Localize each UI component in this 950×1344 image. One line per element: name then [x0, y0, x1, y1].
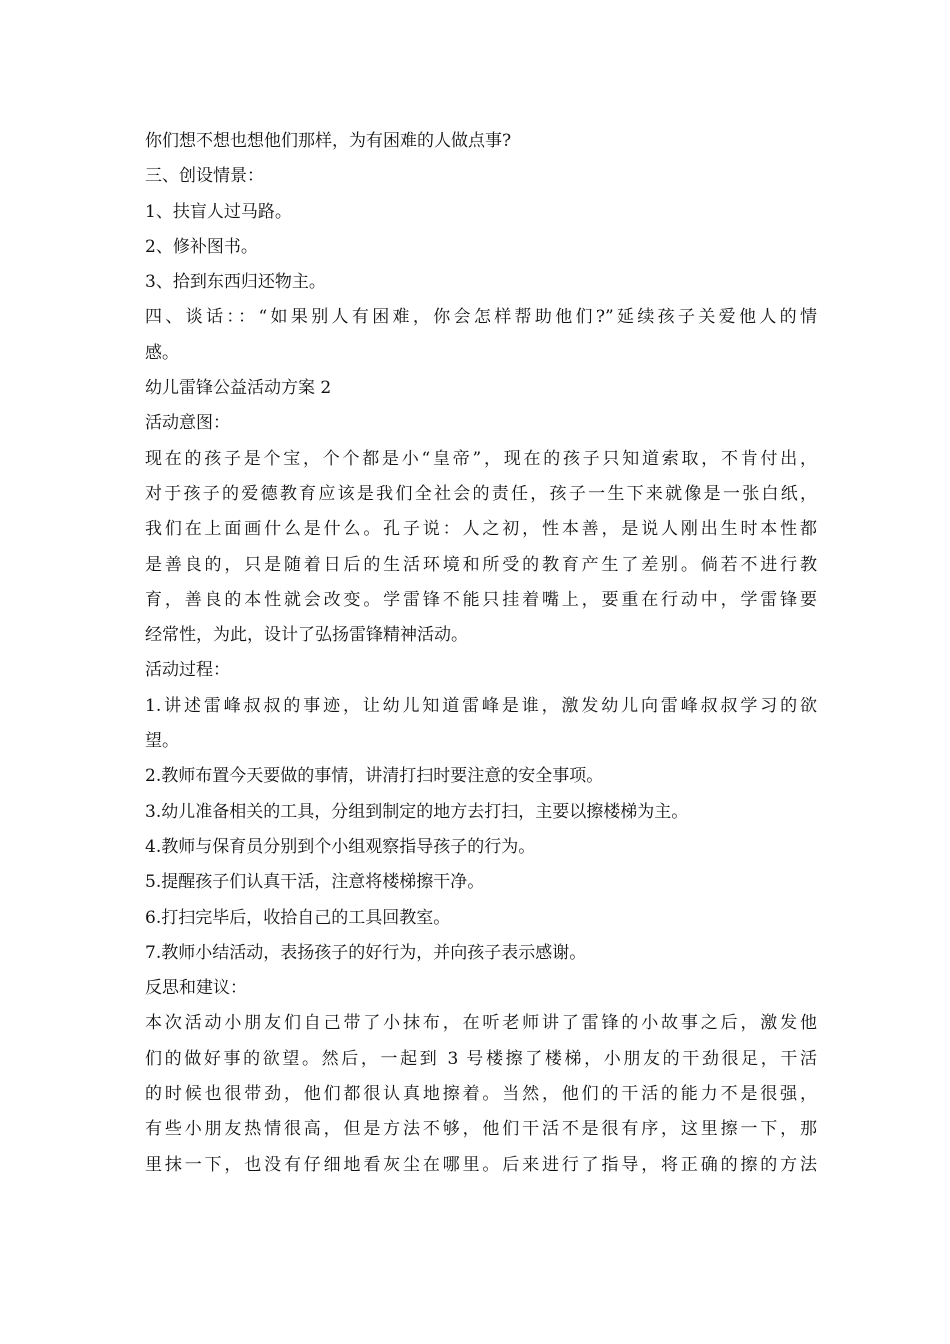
section-heading: 活动过程：	[145, 660, 230, 681]
list-item: 1、扶盲人过马路。	[145, 201, 292, 222]
text-line: 我们在上面画什么是什么。孔子说：人之初，性本善，是说人刚出生时本性都	[145, 519, 817, 540]
text-line: 四、谈话：：“如果别人有困难，你会怎样帮助他们?”延续孩子关爱他人的情	[145, 307, 817, 328]
text-line: 本次活动小朋友们自己带了小抹布，在听老师讲了雷锋的小故事之后，激发他	[145, 1013, 817, 1034]
list-item: 6.打扫完毕后，收拾自己的工具回教室。	[145, 907, 451, 928]
section-heading: 反思和建议：	[145, 978, 247, 999]
list-item: 1.讲述雷峰叔叔的事迹，让幼儿知道雷峰是谁，激发幼儿向雷峰叔叔学习的欲	[145, 695, 817, 716]
text-line: 里抹一下，也没有仔细地看灰尘在哪里。后来进行了指导，将正确的擦的方法	[145, 1154, 817, 1175]
text-line: 们的做好事的欲望。然后，一起到 3 号楼擦了楼梯，小朋友的干劲很足，干活	[145, 1048, 817, 1069]
list-item: 2、修补图书。	[145, 236, 258, 257]
document-title: 幼儿雷锋公益活动方案 2	[145, 378, 332, 399]
section-heading: 三、创设情景：	[145, 166, 264, 187]
list-item: 3、拾到东西归还物主。	[145, 272, 326, 293]
text-line: 望。	[145, 731, 179, 752]
text-line: 育，善良的本性就会改变。学雷锋不能只挂着嘴上，要重在行动中，学雷锋要	[145, 589, 817, 610]
list-item: 3.幼儿准备相关的工具，分组到制定的地方去打扫，主要以擦楼梯为主。	[145, 801, 689, 822]
text-line: 对于孩子的爱德教育应该是我们全社会的责任，孩子一生下来就像是一张白纸，	[145, 483, 817, 504]
text-line: 感。	[145, 342, 179, 363]
text-line: 的时候也很带劲，他们都很认真地擦着。当然，他们的干活的能力不是很强，	[145, 1084, 817, 1105]
text-line: 经常性，为此，设计了弘扬雷锋精神活动。	[145, 625, 468, 646]
document-body	[145, 124, 817, 1183]
text-line: 是善良的，只是随着日后的生活环境和所受的教育产生了差别。倘若不进行教	[145, 554, 817, 575]
section-heading: 活动意图：	[145, 413, 230, 434]
list-item: 2.教师布置今天要做的事情，讲清打扫时要注意的安全事项。	[145, 766, 604, 787]
text-line: 现在的孩子是个宝，个个都是小“皇帝”，现在的孩子只知道索取，不肯付出，	[145, 448, 817, 469]
list-item: 4.教师与保育员分别到个小组观察指导孩子的行为。	[145, 836, 536, 857]
text-line: 有些小朋友热情很高，但是方法不够，他们干活不是很有序，这里擦一下，那	[145, 1119, 817, 1140]
text-line: 你们想不想也想他们那样，为有困难的人做点事?	[145, 131, 512, 151]
list-item: 7.教师小结活动，表扬孩子的好行为，并向孩子表示感谢。	[145, 942, 587, 963]
list-item: 5.提醒孩子们认真干活，注意将楼梯擦干净。	[145, 872, 485, 893]
